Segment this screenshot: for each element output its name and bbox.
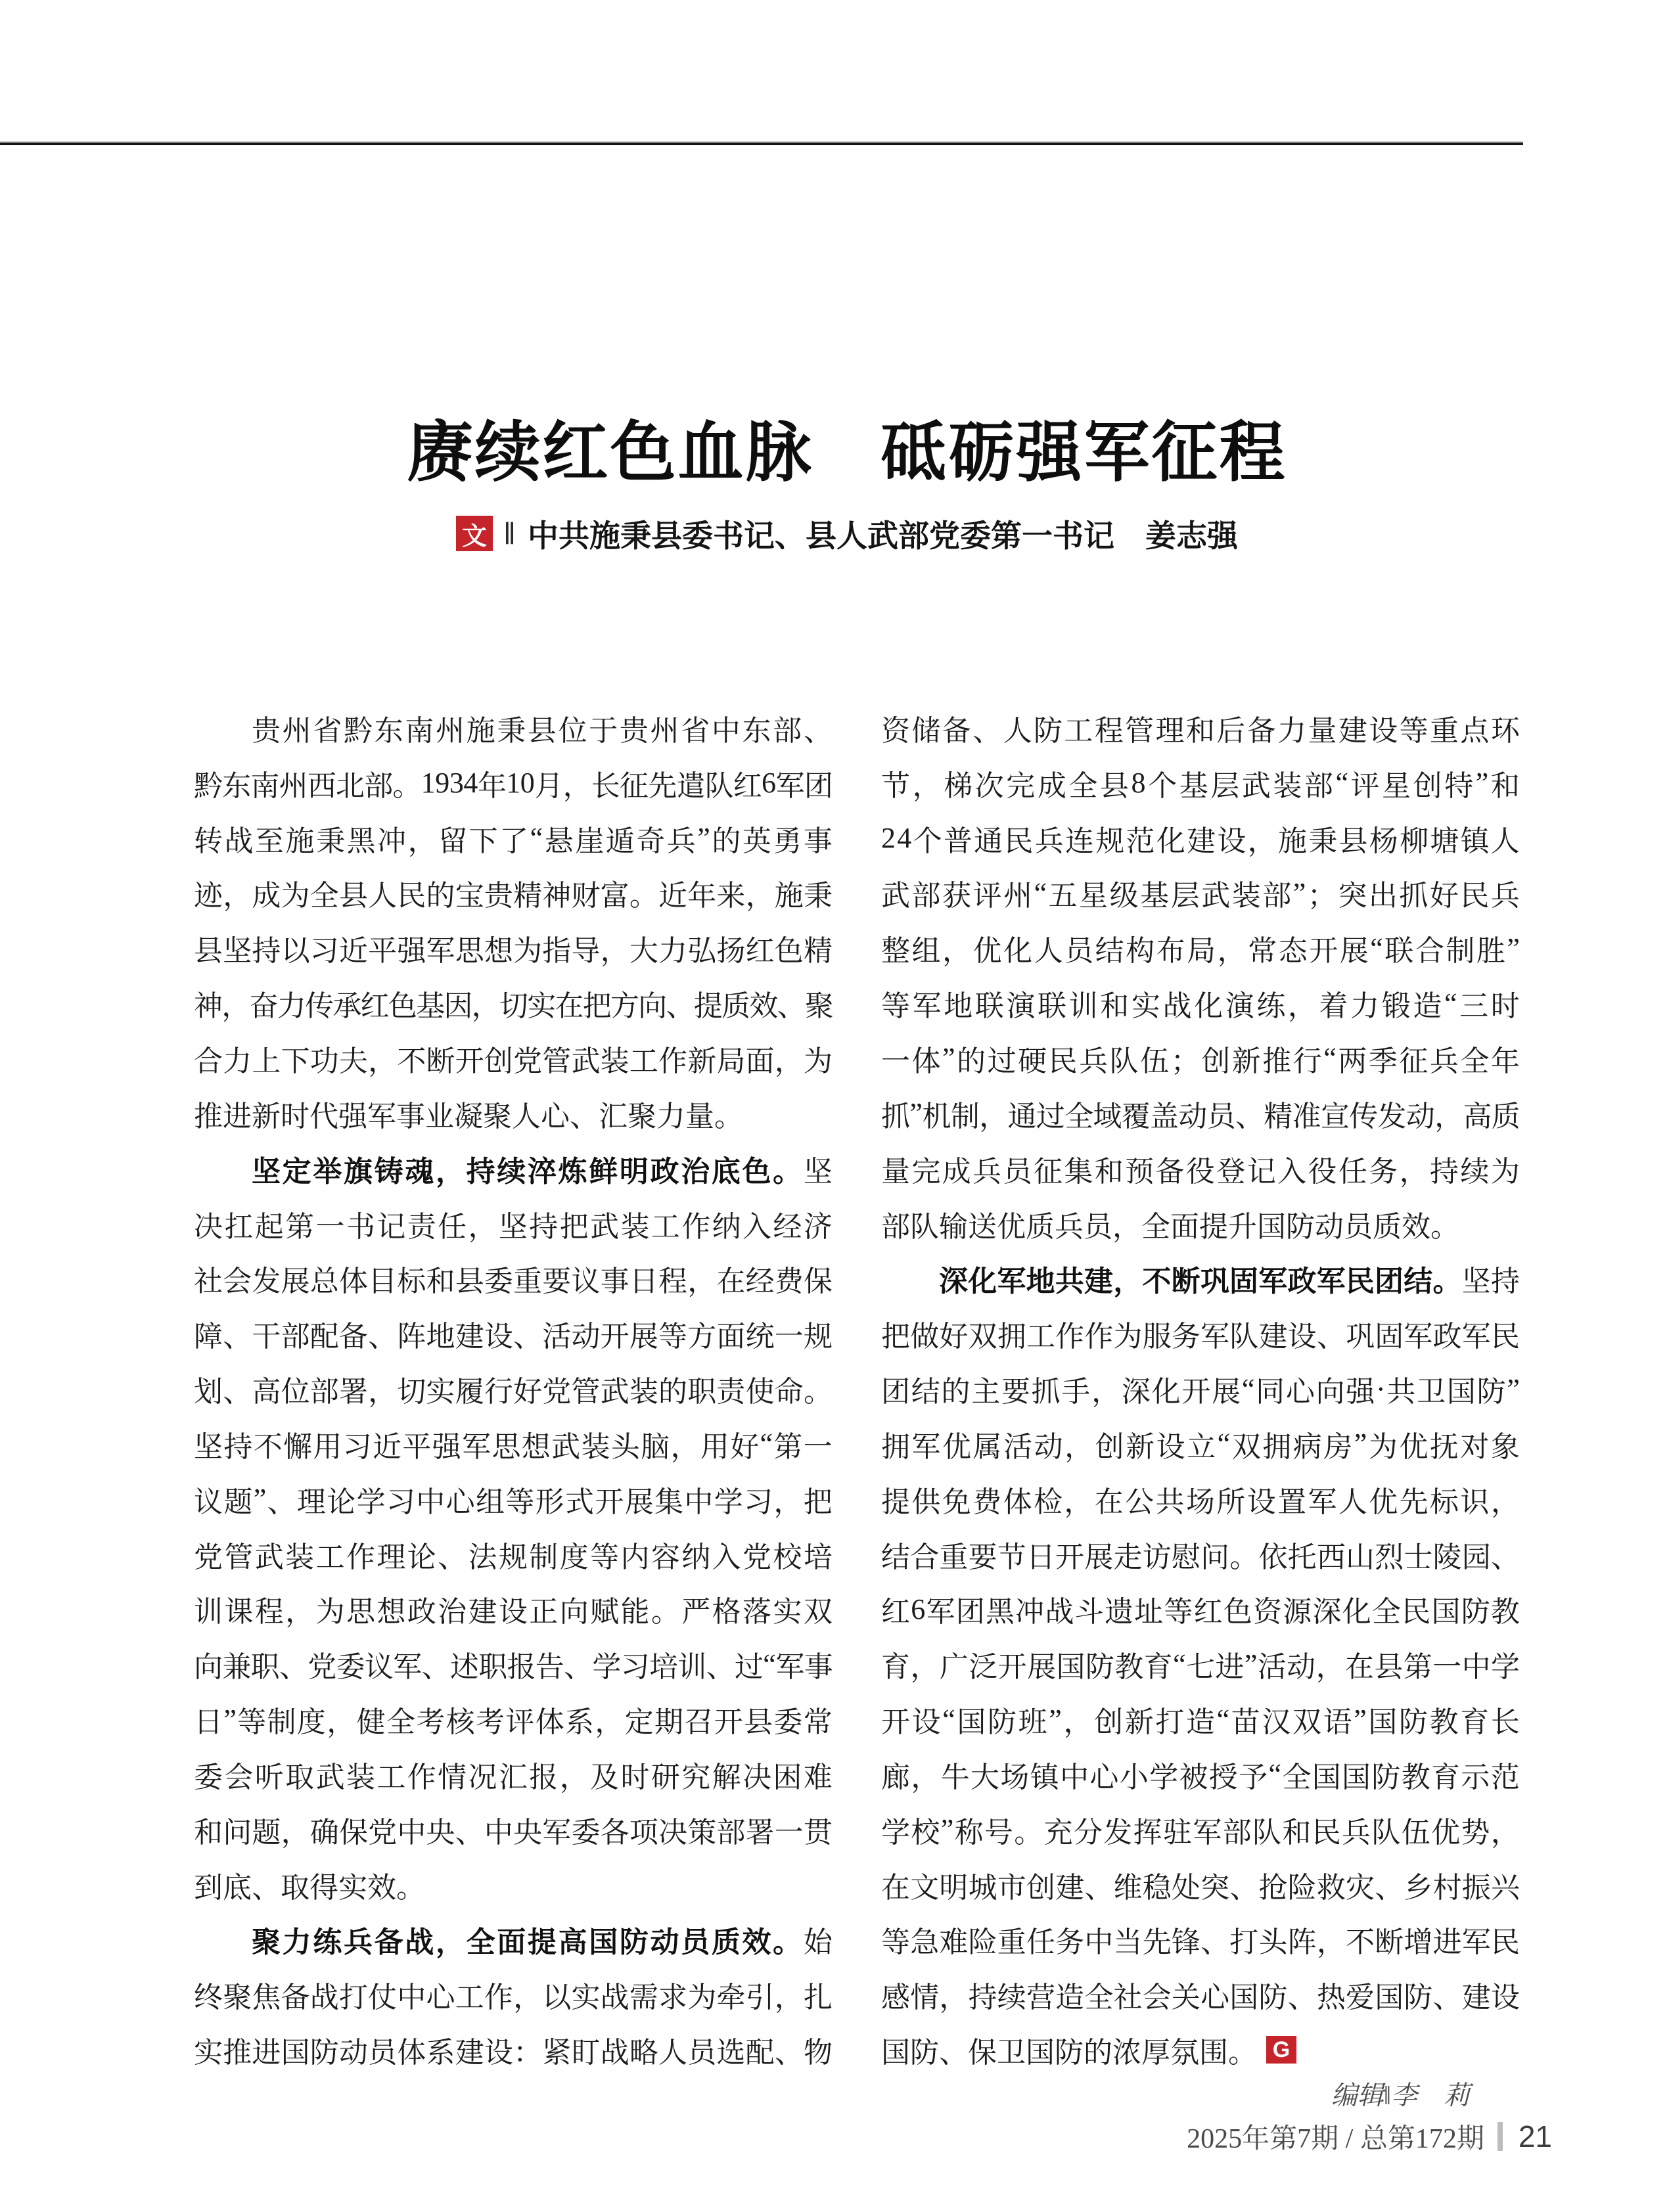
text-line: 推 进 新 时 代 强 军 事 业 凝 聚 人 心 、 汇 聚 力 量 。 [194, 1100, 743, 1133]
text-line: 终 聚 焦 备 战 打 仗 中 心 工 作 ， 以 实 战 需 求 为 牵 引 ， 扎 [194, 1981, 833, 2014]
page-number: 21 [1518, 2119, 1552, 2154]
text-line: 一 体 ” 的 过 硬 民 兵 队 伍 ； 创 新 推 行 “ 两 季 征 兵 全 年 [881, 1042, 1520, 1077]
text-line: 节 ， 梯 次 完 成 全 县 8 个 基 层 武 装 部 “ 评 星 创 特 ” 和 [881, 767, 1520, 802]
issue-info: 2025年第7期 / 总第172期 [1187, 2124, 1484, 2154]
text-line: 县 坚 持 以 习 近 平 强 军 思 想 为 指 导 ， 大 力 弘 扬 红 色 精 [194, 935, 833, 968]
text-line: 整 组 ， 优 化 人 员 结 构 布 局 ， 常 态 开 展 “ 联 合 制 胜 ” [881, 932, 1520, 968]
article-end-mark: G [1266, 2036, 1296, 2064]
article-column-right [881, 700, 1520, 2077]
text-line: 资 储 备 、 人 防 工 程 管 理 和 后 备 力 量 建 设 等 重 点 环 [881, 714, 1520, 747]
text-line: 神 ， 奋 力 传 承 红 色 基 因 ， 切 实 在 把 方 向 、 提 质 效 、 聚 [194, 990, 834, 1023]
text-line: 育 ， 广 泛 开 展 国 防 教 育 “ 七 进 ” 活 动 ， 在 县 第 一 中 学 [881, 1648, 1520, 1684]
text-line: 学 校 ” 称 号 。 充 分 发 挥 驻 军 部 队 和 民 兵 队 伍 优 势 ， [881, 1813, 1520, 1849]
text-line: 划 、 高 位 部 署 ， 切 实 履 行 好 党 管 武 装 的 职 责 使 命 。 [194, 1376, 833, 1409]
text-line: 提 供 免 费 体 检 ， 在 公 共 场 所 设 置 军 人 优 先 标 识 ， [881, 1485, 1520, 1518]
text-line: 和 问 题 ， 确 保 党 中 央 、 中 央 军 委 各 项 决 策 部 署 一 贯 [194, 1816, 833, 1849]
text-line: 武 部 获 评 州 “ 五 星 级 基 层 武 装 部 ” ； 突 出 抓 好 民 兵 [881, 876, 1520, 913]
text-line: 红 6 军 团 黑 冲 战 斗 遗 址 等 红 色 资 源 深 化 全 民 国 防 教 [881, 1592, 1520, 1629]
text-line: 部 队 输 送 优 质 兵 员 ， 全 面 提 升 国 防 动 员 质 效 。 [881, 1210, 1459, 1243]
text-line: 障 、 干 部 配 备 、 阵 地 建 设 、 活 动 开 展 等 方 面 统 一 规 [194, 1320, 833, 1353]
text-line: 坚 定 举 旗 铸 魂 ， 持 续 淬 炼 鲜 明 政 治 底 色 。 坚 [252, 1155, 833, 1188]
text-line: 党 管 武 装 工 作 理 论 、 法 规 制 度 等 内 容 纳 入 党 校 培 [194, 1541, 833, 1573]
text-line: 议 题 ” 、 理 论 学 习 中 心 组 等 形 式 开 展 集 中 学 习 ， 把 [194, 1483, 833, 1518]
byline-separator: ‖ [503, 516, 516, 551]
text-line: 抓 ” 机 制 ， 通 过 全 域 覆 盖 动 员 、 精 准 宣 传 发 动 ， 高 质 [881, 1097, 1520, 1133]
text-line: 拥 军 优 属 活 动 ， 创 新 设 立 “ 双 拥 病 房 ” 为 优 抚 对 象 [881, 1428, 1520, 1463]
footer-issue-row [1187, 2117, 1552, 2156]
byline-author: 中共施秉县委书记、县人武部党委第一书记 姜志强 [528, 518, 1238, 553]
text-line: 到 底 、 取 得 实 效 。 [194, 1871, 425, 1904]
text-line: 日 ” 等 制 度 ， 健 全 考 核 考 评 体 系 ， 定 期 召 开 县 委 常 [194, 1703, 833, 1739]
text-line: 转 战 至 施 秉 黑 冲 ， 留 下 了 “ 悬 崖 遁 奇 兵 ” 的 英 勇 事 [194, 822, 833, 857]
text-line: 把 做 好 双 拥 工 作 作 为 服 务 军 队 建 设 、 巩 固 军 政 军 民 [881, 1320, 1520, 1353]
byline-label-badge: 文 [456, 516, 493, 551]
text-line: 感 情 ， 持 续 营 造 全 社 会 关 心 国 防 、 热 爱 国 防 、 建 设 [881, 1981, 1520, 2014]
text-line: 团 结 的 主 要 抓 手 ， 深 化 开 展 “ 同 心 向 强 · 共 卫 国 防 ” [881, 1372, 1520, 1409]
text-line: 聚 力 练 兵 备 战 ， 全 面 提 高 国 防 动 员 质 效 。 始 [252, 1926, 833, 1959]
text-line: 贵 州 省 黔 东 南 州 施 秉 县 位 于 贵 州 省 中 东 部 、 [252, 714, 833, 747]
text-line: 等 急 难 险 重 任 务 中 当 先 锋 、 打 头 阵 ， 不 断 增 进 军 民 [881, 1926, 1520, 1959]
text-line: 迹 ， 成 为 全 县 人 民 的 宝 贵 精 神 财 富 。 近 年 来 ， 施 秉 [194, 880, 833, 913]
text-line: 实 推 进 国 防 动 员 体 系 建 设 ： 紧 盯 战 略 人 员 选 配 、 物 [194, 2037, 833, 2069]
text-line: 2 4 个 普 通 民 兵 连 规 范 化 建 设 ， 施 秉 县 杨 柳 塘 镇 人 [881, 822, 1520, 857]
text-line: 坚 持 不 懈 用 习 近 平 强 军 思 想 武 装 头 脑 ， 用 好 “ 第 一 [194, 1428, 833, 1463]
page-number-bar [1498, 2122, 1503, 2151]
text-line: 社 会 发 展 总 体 目 标 和 县 委 重 要 议 事 日 程 ， 在 经 费 保 [194, 1265, 833, 1298]
text-line: 委 会 听 取 武 装 工 作 情 况 汇 报 ， 及 时 研 究 解 决 困 难 [194, 1761, 833, 1794]
editor-credit: 编辑‖李 莉 [1331, 2081, 1470, 2110]
text-line: 廊 ， 牛 大 场 镇 中 心 小 学 被 授 予 “ 全 国 国 防 教 育 示 范 [881, 1758, 1520, 1794]
text-line: 量 完 成 兵 员 征 集 和 预 备 役 登 记 入 役 任 务 ， 持 续 为 [881, 1155, 1520, 1188]
text-line: 开 设 “ 国 防 班 ” ， 创 新 打 造 “ 苗 汉 双 语 ” 国 防 教 育 长 [881, 1703, 1520, 1739]
text-line: 黔 东 南 州 西 北 部 。 1 9 3 4 年 1 0 月 ， 长 征 先 遣 队 红 6 军 团 [194, 767, 833, 802]
text-line: 结 合 重 要 节 日 开 展 走 访 慰 问 。 依 托 西 山 烈 士 陵 园 、 [881, 1541, 1520, 1573]
text-line: 深 化 军 地 共 建 ， 不 断 巩 固 军 政 军 民 团 结 。 坚 持 [939, 1265, 1520, 1298]
text-line: 向 兼 职 、 党 委 议 军 、 述 职 报 告 、 学 习 培 训 、 过 “ 军 事 [194, 1648, 833, 1684]
article-column-left [194, 700, 833, 2077]
text-line: 训 课 程 ， 为 思 想 政 治 建 设 正 向 赋 能 。 严 格 落 实 双 [194, 1596, 833, 1629]
top-rule [0, 143, 1523, 145]
article-title: 赓续红色血脉 砥砺强军征程 [407, 416, 1287, 489]
text-line: 等 军 地 联 演 联 训 和 实 战 化 演 练 ， 着 力 锻 造 “ 三 时 [881, 987, 1520, 1023]
text-line: 决 扛 起 第 一 书 记 责 任 ， 坚 持 把 武 装 工 作 纳 入 经 济 [194, 1210, 833, 1243]
text-line: 在 文 明 城 市 创 建 、 维 稳 处 突 、 抢 险 救 灾 、 乡 村 振 兴 [881, 1871, 1520, 1904]
text-line: 合 力 上 下 功 夫 ， 不 断 开 创 党 管 武 装 工 作 新 局 面 ， 为 [194, 1045, 833, 1077]
byline [171, 514, 1523, 553]
text-line: 国 防 、 保 卫 国 防 的 浓 厚 氛 围 。 G [881, 2022, 1520, 2077]
